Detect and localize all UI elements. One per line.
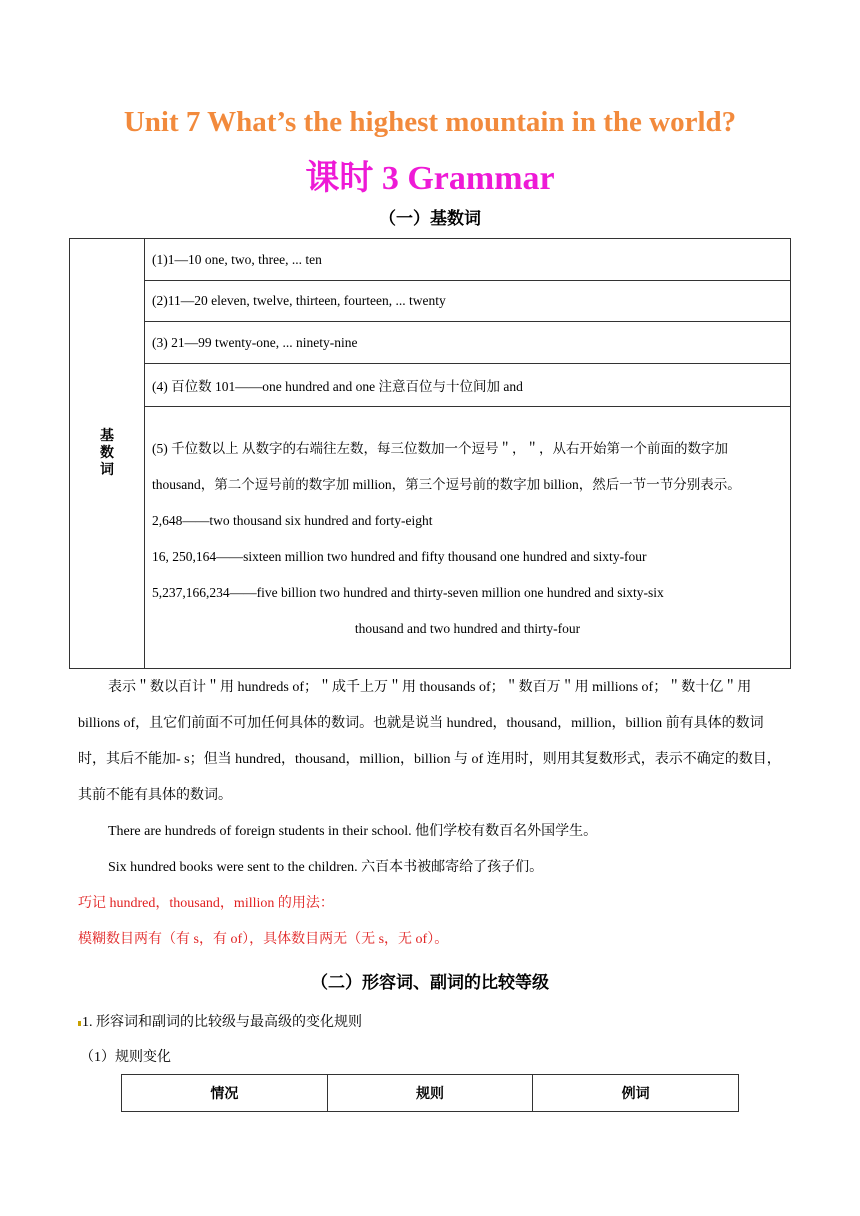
table-row: (1)1—10 one, two, three, ... ten xyxy=(145,239,791,281)
cardinal-note: 表示＂数以百计＂用 hundreds of；＂成千上万＂用 thousands of；＂数百万＂用 millions of；＂数十亿＂用 billions of，且它们前面不可加任何具体的数词。也就是说当 hundred，thousand，million，billion 前有具体的数词时，其后不能加- s；但当 hundred，thousand，million，billion 与 of 连用时，则用其复数形式，表示不确定的数目，其前不能有具体的数词。 xyxy=(78,680,781,803)
tip-text: 模糊数目两有（有 s，有 of），具体数目两无（无 s，无 of）。 xyxy=(78,932,449,947)
table-row: (2)11—20 eleven, twelve, thirteen, fourteen, ... twenty xyxy=(145,281,791,322)
example-sentence: Six hundred books were sent to the children. 六百本书被邮寄给了孩子们。 xyxy=(108,860,544,875)
column-header: 例词 xyxy=(533,1075,739,1112)
table-row-thousands xyxy=(145,407,791,669)
item1-heading: 1. 形容词和副词的比较级与最高级的变化规则 xyxy=(78,1005,784,1041)
column-header: 规则 xyxy=(327,1075,533,1112)
lesson-title: 课时 3 Grammar xyxy=(305,160,555,197)
example-line: thousand and two hundred and thirty-four xyxy=(354,620,581,636)
table-row: (3) 21—99 twenty-one, ... ninety-nine xyxy=(145,322,791,364)
side-label: 基 数 词 xyxy=(100,428,114,478)
comparison-rules-table xyxy=(121,1074,739,1112)
example-line: 2,648——two thousand six hundred and forty-eight xyxy=(152,512,433,528)
column-header: 情况 xyxy=(122,1075,328,1112)
cardinal-number-table xyxy=(69,238,791,669)
sub1-heading: （1）规则变化 xyxy=(80,1050,171,1065)
thousands-rule: (5) 千位数以上 从数字的右端往左数，每三位数加一个逗号＂，＂，从右开始第一个前面的数字加 thousand，第二个逗号前的数字加 million，第三个逗号前的数字加 billion，然后一节一节分别表示。 xyxy=(152,440,741,492)
side-label-cell xyxy=(70,239,145,669)
example-sentence: There are hundreds of foreign students in their school. 他们学校有数百名外国学生。 xyxy=(108,824,598,839)
tip-title: 巧记 hundred，thousand，million 的用法： xyxy=(78,896,334,911)
section1-heading: （一）基数词 xyxy=(379,209,481,229)
section2-heading: （二）形容词、副词的比较等级 xyxy=(311,973,549,993)
example-line: 5,237,166,234——five billion two hundred and thirty-seven million one hundred and sixty-six xyxy=(152,584,664,600)
table-row: (4) 百位数 101——one hundred and one 注意百位与十位间加 and xyxy=(145,364,791,407)
mark-icon xyxy=(78,1021,81,1026)
example-line: 16, 250,164——sixteen million two hundred and fifty thousand one hundred and sixty-four xyxy=(152,548,647,564)
unit-title: Unit 7 What’s the highest mountain in the world? xyxy=(123,106,737,138)
